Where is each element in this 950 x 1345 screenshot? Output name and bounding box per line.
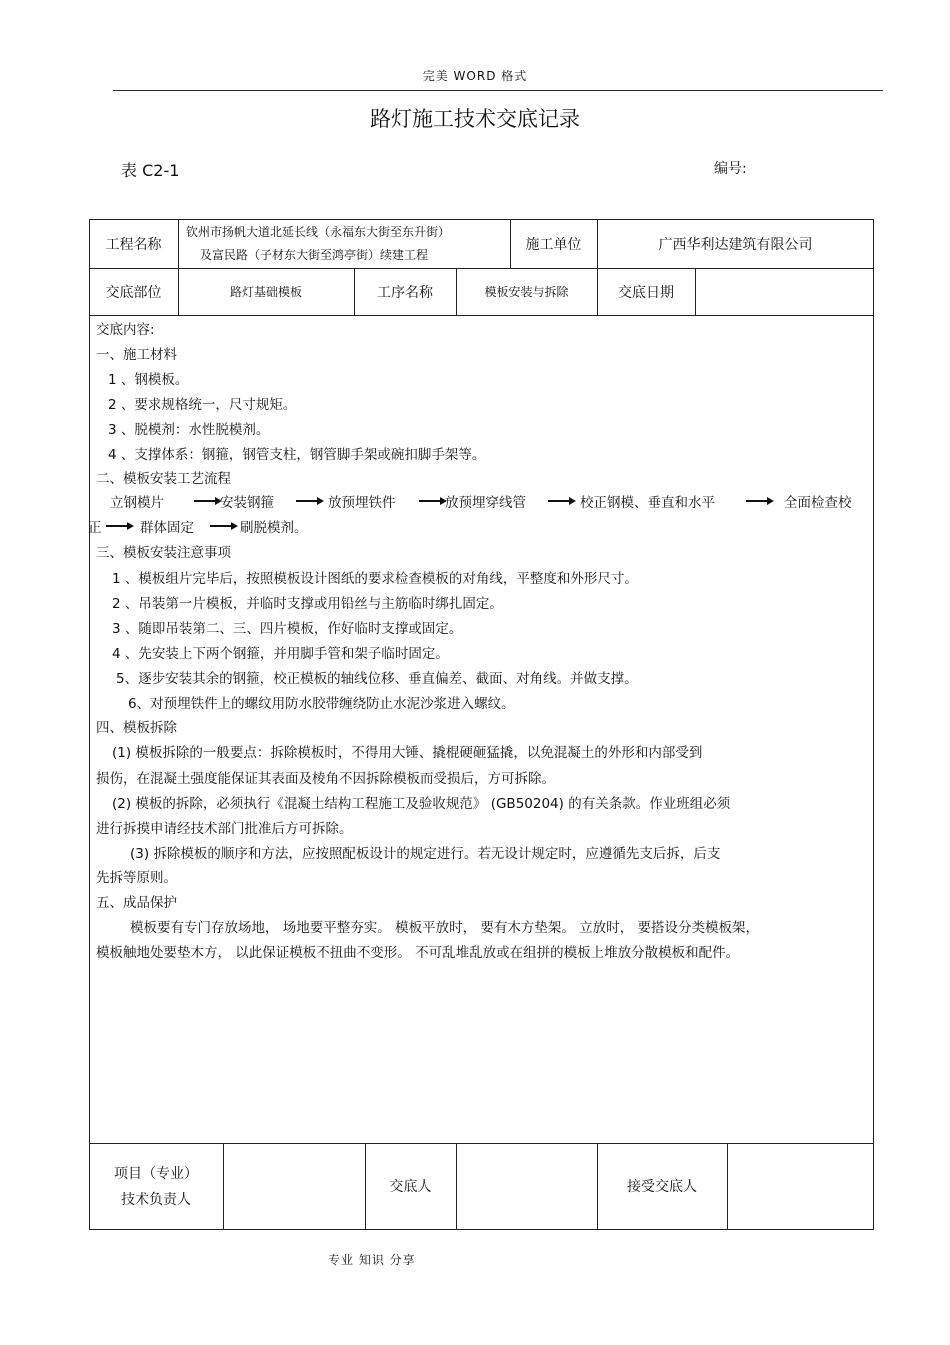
install-item: 3 、随即吊装第二、三、四片模板，作好临时支撑或固定。 [112, 621, 463, 637]
flow-step: 正 [88, 520, 102, 536]
flow-step: 放预埋穿线管 [445, 495, 526, 511]
date-value [695, 268, 874, 315]
form-number: 表 C2-1 [121, 161, 180, 180]
materials-item: 2 、要求规格统一，尺寸规矩。 [108, 397, 297, 413]
discloser-signature [456, 1143, 597, 1230]
tech-lead-label-line1: 项目（专业） [114, 1165, 198, 1182]
serial-number-label: 编号: [714, 161, 747, 177]
date-label: 交底日期 [618, 284, 674, 301]
section-flow-title: 二、模板安装工艺流程 [96, 471, 231, 487]
install-item: 6、对预埋铁件上的螺纹用防水胶带缠绕防止水泥沙浆进入螺纹。 [128, 696, 515, 712]
section-materials-title: 一、施工材料 [96, 347, 177, 363]
section-install-title: 三、模板安装注意事项 [96, 545, 231, 561]
row-divider [89, 315, 874, 316]
materials-item: 3 、脱模剂：水性脱模剂。 [108, 422, 270, 438]
flow-arrow-icon [296, 500, 320, 502]
receiver-label: 接受交底人 [627, 1178, 697, 1195]
flow-arrow-icon [210, 525, 234, 527]
removal-paragraph: (1) 模板拆除的一般要点：拆除模板时，不得用大锤、撬棍硬砸猛撬，以免混凝土的外形和内部受到 [112, 745, 703, 761]
install-item: 4 、先安装上下两个钢箍，并用脚手管和架子临时固定。 [112, 646, 449, 662]
part-label: 交底部位 [105, 284, 162, 301]
page-header: 完美 WORD 格式 [422, 69, 528, 83]
protection-paragraph: 模板触地处要垫木方， 以此保证模板不扭曲不变形。 不可乱堆乱放或在组拼的模板上堆放分散模板和配件。 [96, 945, 740, 961]
receiver-signature [727, 1143, 874, 1230]
contractor-value: 广西华利达建筑有限公司 [658, 236, 813, 253]
document-title: 路灯施工技术交底记录 [370, 107, 580, 131]
project-name-label: 工程名称 [105, 236, 162, 253]
removal-paragraph: 进行拆摸申请经技术部门批准后方可拆除。 [96, 821, 353, 837]
process-flow-continued [88, 516, 858, 541]
tech-lead-label-line2: 技术负责人 [121, 1191, 191, 1208]
discloser-label: 交底人 [389, 1178, 432, 1195]
removal-paragraph: 损伤，在混凝土强度能保证其表面及棱角不因拆除模板而受损后，方可拆除。 [96, 771, 555, 787]
section-removal-title: 四、模板拆除 [96, 720, 177, 736]
materials-item: 1 、钢模板。 [108, 372, 189, 388]
install-item: 1 、模板组片完毕后，按照模板设计图纸的要求检查模板的对角线，平整度和外形尺寸。 [112, 571, 638, 587]
flow-arrow-icon [548, 500, 572, 502]
flow-step: 安装钢箍 [220, 495, 274, 511]
contractor-label: 施工单位 [525, 236, 582, 253]
process-flow [96, 491, 866, 516]
section-protection-title: 五、成品保护 [96, 895, 177, 911]
header-rule [113, 90, 883, 91]
page-footer: 专业 知识 分享 [328, 1253, 416, 1267]
tech-lead-signature [223, 1143, 365, 1230]
part-value: 路灯基础模板 [229, 285, 302, 299]
project-name-line2: 及富民路（子材东大街至鸿亭街）续建工程 [200, 247, 429, 262]
materials-item: 4 、支撑体系：钢箍，钢管支柱，钢管脚手架或碗扣脚手架等。 [108, 447, 486, 463]
removal-paragraph: (3) 拆除模板的顺序和方法，应按照配板设计的规定进行。若无设计规定时，应遵循先支后拆，后支 [130, 846, 721, 862]
removal-paragraph: 先拆等原则。 [96, 870, 177, 886]
removal-paragraph: (2) 模板的拆除，必须执行《混凝土结构工程施工及验收规范》 (GB50204) 的有关条款。作业班组必须 [112, 796, 731, 812]
install-item: 2 、吊装第一片模板，并临时支撑或用铅丝与主筋临时绑扎固定。 [112, 596, 503, 612]
record-table [89, 219, 874, 1230]
project-name-line1: 钦州市扬帆大道北延长线（永福东大街至东升街） [186, 224, 451, 239]
process-label: 工序名称 [377, 284, 433, 301]
flow-step: 群体固定 [140, 520, 194, 536]
protection-paragraph: 模板要有专门存放场地， 场地要平整夯实。 模板平放时， 要有木方垫架。 立放时， 要搭设分类模板架， [130, 920, 759, 936]
flow-step: 全面检查校 [784, 495, 852, 511]
process-value: 模板安装与拆除 [484, 285, 569, 299]
flow-step: 刷脱模剂。 [240, 520, 308, 536]
flow-arrow-icon [194, 500, 218, 502]
flow-step: 校正钢模、垂直和水平 [580, 495, 715, 511]
flow-step: 放预埋铁件 [328, 495, 396, 511]
flow-step: 立钢模片 [110, 495, 164, 511]
flow-arrow-icon [106, 525, 130, 527]
flow-arrow-icon [746, 500, 770, 502]
install-item: 5、逐步安装其余的钢箍，校正模板的轴线位移、垂直偏差、截面、对角线。并做支撑。 [116, 671, 638, 687]
project-name-value [186, 219, 510, 268]
tech-lead-label [89, 1143, 223, 1230]
content-heading: 交底内容: [96, 322, 155, 338]
flow-arrow-icon [419, 500, 443, 502]
